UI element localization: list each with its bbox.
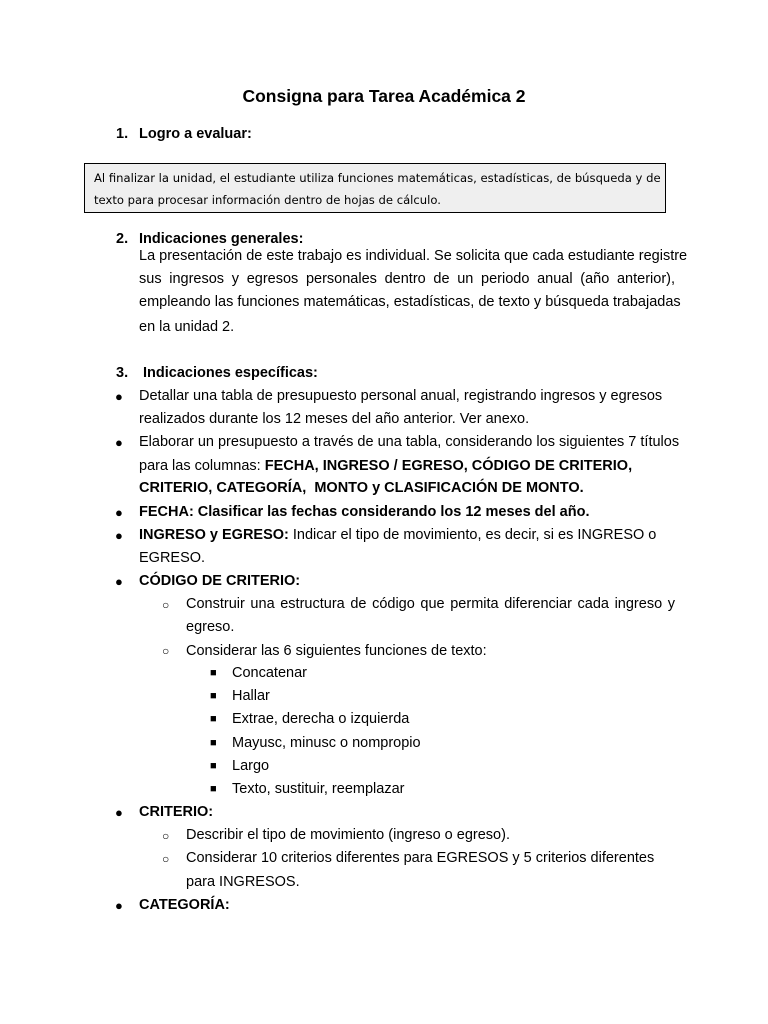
sub-bullet-text: para INGRESOS. xyxy=(186,874,300,890)
sub-bullet-text: Describir el tipo de movimiento (ingreso o egreso). xyxy=(186,827,510,843)
bullet-heading: CRITERIO: xyxy=(139,804,214,820)
sub-bullet-text: Considerar las 6 siguientes funciones de texto: xyxy=(186,643,487,659)
section-2-heading: Indicaciones generales: xyxy=(139,231,304,247)
circle-bullet-icon: ○ xyxy=(162,644,170,658)
sub-bullet-text: Considerar 10 criterios diferentes para EGRESOS y 5 criterios diferentes xyxy=(186,850,655,866)
section-3-heading: Indicaciones específicas: xyxy=(143,365,318,381)
function-item: Mayusc, minusc o nompropio xyxy=(232,735,421,751)
square-bullet-icon: ■ xyxy=(210,760,217,772)
bullet-text-rest: Indicar el tipo de movimiento, es decir, si es INGRESO o xyxy=(288,527,657,543)
bullet-label: INGRESO y EGRESO: xyxy=(139,527,289,543)
bullet-text: realizados durante los 12 meses del año anterior. Ver anexo. xyxy=(139,411,530,427)
sub-bullet-text: egreso. xyxy=(186,619,235,635)
bullet-heading: CATEGORÍA: xyxy=(139,897,230,913)
achievement-line: texto para procesar información dentro de hojas de cálculo. xyxy=(94,193,441,207)
circle-bullet-icon: ○ xyxy=(162,598,170,612)
paragraph-line: empleando las funciones matemáticas, estadísticas, de texto y búsqueda trabajadas xyxy=(139,294,681,310)
function-item: Hallar xyxy=(232,688,270,704)
bullet-icon: ● xyxy=(115,898,123,913)
column-titles: FECHA, INGRESO / EGRESO, CÓDIGO DE CRITERIO, xyxy=(264,458,633,474)
bullet-icon: ● xyxy=(115,435,123,450)
function-item: Texto, sustituir, reemplazar xyxy=(232,781,405,797)
function-item: Largo xyxy=(232,758,270,774)
circle-bullet-icon: ○ xyxy=(162,829,170,843)
bullet-text xyxy=(139,458,632,474)
paragraph-line: en la unidad 2. xyxy=(139,319,235,335)
square-bullet-icon: ■ xyxy=(210,783,217,795)
square-bullet-icon: ■ xyxy=(210,737,217,749)
function-item: Extrae, derecha o izquierda xyxy=(232,711,410,727)
paragraph-line: La presentación de este trabajo es individual. Se solicita que cada estudiante registre xyxy=(139,248,688,264)
bullet-icon: ● xyxy=(115,505,123,520)
achievement-box xyxy=(84,163,666,213)
section-1-heading: Logro a evaluar: xyxy=(139,126,252,142)
achievement-line: Al finalizar la unidad, el estudiante utiliza funciones matemáticas, estadísticas, de búsqueda y de xyxy=(94,171,661,185)
bullet-icon: ● xyxy=(115,389,123,404)
circle-bullet-icon: ○ xyxy=(162,852,170,866)
bullet-text: EGRESO. xyxy=(139,550,206,566)
function-item: Concatenar xyxy=(232,665,307,681)
paragraph-line: sus ingresos y egresos personales dentro de un periodo anual (año anterior), xyxy=(139,271,675,287)
bullet-icon: ● xyxy=(115,574,123,589)
bullet-icon: ● xyxy=(115,528,123,543)
page-title: Consigna para Tarea Académica 2 xyxy=(242,86,526,106)
section-3-number: 3. xyxy=(116,365,129,381)
square-bullet-icon: ■ xyxy=(210,667,217,679)
square-bullet-icon: ■ xyxy=(210,713,217,725)
section-1-number: 1. xyxy=(116,126,129,142)
bullet-text: Elaborar un presupuesto a través de una tabla, considerando los siguientes 7 títulos xyxy=(139,434,680,450)
column-titles: CRITERIO, CATEGORÍA, MONTO y CLASIFICACIÓN DE MONTO. xyxy=(139,480,584,496)
bullet-text xyxy=(139,527,656,543)
section-2-number: 2. xyxy=(116,231,129,247)
sub-bullet-text: Construir una estructura de código que permita diferenciar cada ingreso y xyxy=(186,596,675,612)
bullet-icon: ● xyxy=(115,805,123,820)
bullet-text-prefix: para las columnas: xyxy=(139,458,265,474)
bullet-text: Detallar una tabla de presupuesto personal anual, registrando ingresos y egresos xyxy=(139,388,663,404)
bullet-text: FECHA: Clasificar las fechas considerando los 12 meses del año. xyxy=(139,504,590,520)
square-bullet-icon: ■ xyxy=(210,690,217,702)
bullet-heading: CÓDIGO DE CRITERIO: xyxy=(139,573,301,589)
